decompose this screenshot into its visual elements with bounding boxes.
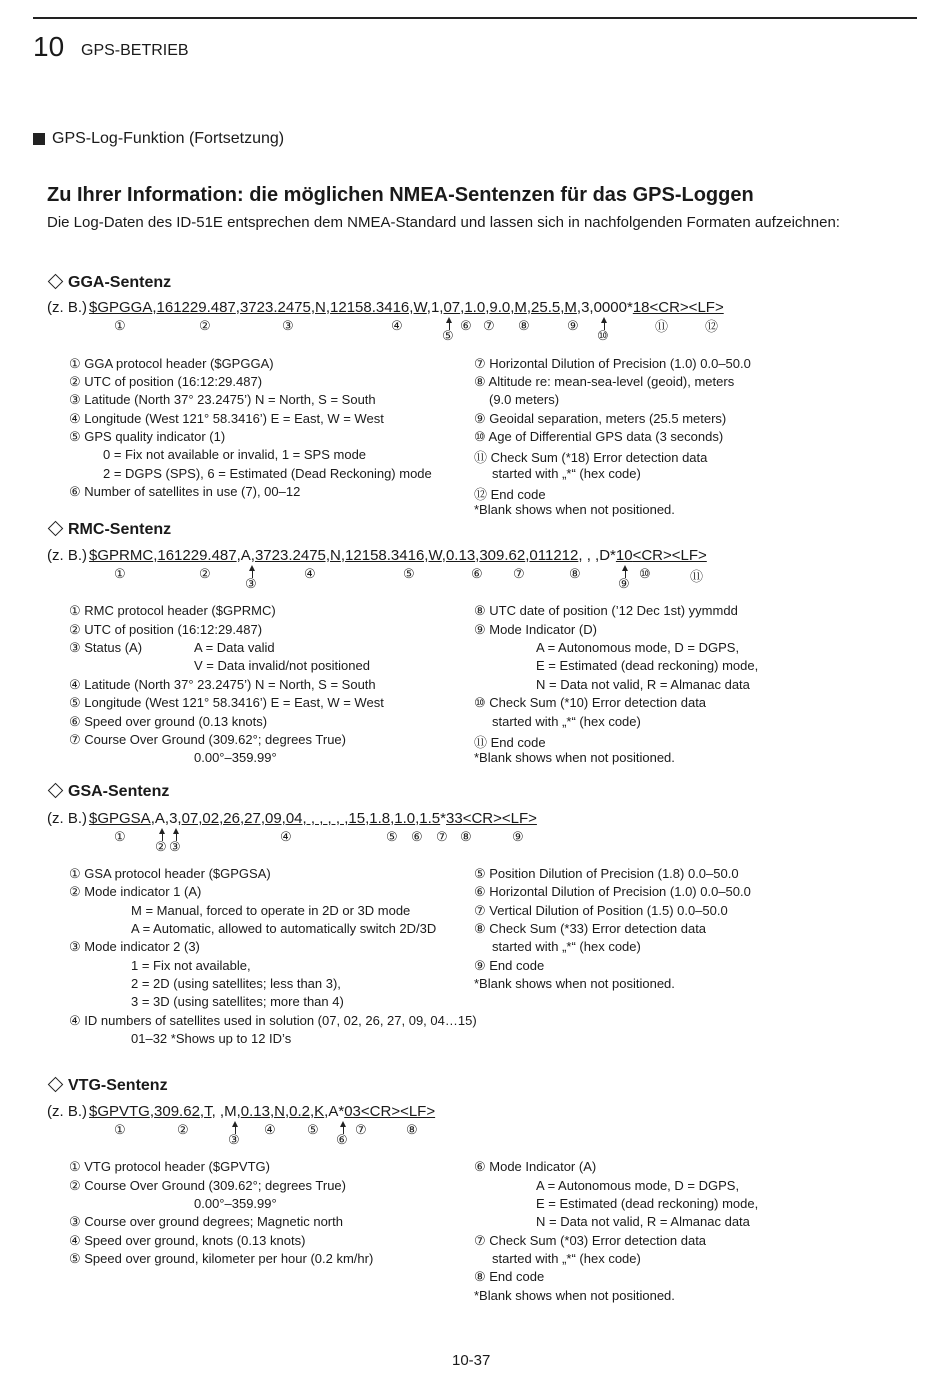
gga-marker-1: ① [114, 318, 126, 333]
gga-field-11: 18 [632, 299, 650, 316]
gga-field-4: 12158.3416,W [330, 299, 427, 316]
gga-desc-4: ④ Longitude (West 121° 58.3416’) E = East, W = West [69, 411, 384, 426]
gga-field-10: 3 [581, 299, 590, 316]
vtg-desc-7: ⑦ Check Sum (*03) Error detection data [474, 1233, 707, 1248]
gga-desc-5a: 0 = Fix not available or invalid, 1 = SPS mode [103, 447, 367, 462]
gga-sep: , [152, 299, 157, 316]
diamond-icon [48, 1077, 64, 1093]
diamond-icon [48, 274, 64, 290]
vtg-marker-4: ④ [264, 1122, 276, 1137]
rmc-marker-2: ② [199, 566, 211, 581]
gsa-desc-4a: 01–32 *Shows up to 12 ID’s [131, 1031, 292, 1046]
gga-desc-2: ② UTC of position (16:12:29.487) [69, 374, 263, 389]
rmc-sep: , [475, 547, 480, 564]
vtg-marker-8: ⑧ [406, 1122, 418, 1137]
gsa-sep: , [365, 810, 370, 827]
gsa-sep: , [177, 810, 182, 827]
gsa-field-1: $GPGSA [89, 810, 151, 827]
vtg-sep: , [284, 1103, 290, 1120]
gsa-heading [47, 783, 169, 801]
rmc-field-8: 011212 [529, 547, 579, 564]
gsa-field-5: 1.8 [369, 810, 391, 827]
gsa-field-9: <CR><LF> [462, 810, 537, 827]
gga-marker-6: ⑥ [460, 318, 472, 333]
rmc-desc-9: ⑨ Mode Indicator (D) [474, 622, 597, 637]
vtg-field-6: A [328, 1103, 339, 1120]
rmc-sep: , [250, 547, 255, 564]
vtg-desc-6b: E = Estimated (dead reckoning) mode, [536, 1196, 759, 1211]
section-title: GPS-Log-Funktion (Fortsetzung) [52, 130, 285, 147]
fyi-title: Zu Ihrer Information: die möglichen NMEA-Sentenzen für das GPS-Loggen [47, 184, 754, 206]
gga-desc-11a: started with „*“ (hex code) [492, 466, 641, 481]
gga-marker-10: ⑩ [597, 328, 609, 343]
gga-desc-5: ⑤ GPS quality indicator (1) [69, 429, 226, 444]
rmc-desc-5: ⑤ Longitude (West 121° 58.3416’) E = East, W = West [69, 695, 384, 710]
gga-desc-11: ⑪ Check Sum (*18) Error detection data [474, 450, 708, 465]
vtg-marker-3: ③ [228, 1132, 240, 1147]
gsa-sentence [89, 810, 537, 827]
gga-sep: , [526, 299, 532, 316]
gga-field-8: 9.0,M [489, 299, 527, 316]
gsa-desc-3: ③ Mode indicator 2 (3) [69, 939, 200, 954]
vtg-field-3: M [224, 1103, 237, 1120]
vtg-desc-6: ⑥ Mode Indicator (A) [474, 1159, 597, 1174]
gga-field-9: 25.5,M [531, 299, 577, 316]
gsa-field-2: A [154, 810, 165, 827]
gsa-marker-4: ④ [280, 829, 292, 844]
gsa-desc-4: ④ ID numbers of satellites used in solution (07, 02, 26, 27, 09, 04…15) [69, 1013, 477, 1028]
gsa-marker-6: ⑥ [411, 829, 423, 844]
gsa-desc-3b: 2 = 2D (using satellites; less than 3), [131, 976, 341, 991]
gga-asterisk: * [626, 299, 633, 316]
gga-title: GGA-Sentenz [68, 274, 172, 291]
gga-field-5: 1 [430, 299, 440, 316]
gsa-marker-2: ② [155, 839, 167, 854]
vtg-sep: , [324, 1103, 329, 1120]
gsa-desc-6: ⑥ Horizontal Dilution of Precision (1.0) 0.0–50.0 [474, 884, 751, 899]
gsa-marker-5: ⑤ [386, 829, 398, 844]
rmc-desc-2: ② UTC of position (16:12:29.487) [69, 622, 263, 637]
rmc-sep: , , , [578, 547, 600, 564]
gga-sep: , [235, 299, 240, 316]
vtg-sentence [89, 1103, 435, 1120]
gga-desc-1: ① GGA protocol header ($GPGGA) [69, 356, 274, 371]
gga-sep: , [485, 299, 490, 316]
vtg-desc-8: ⑧ End code [474, 1269, 545, 1284]
gga-marker-8: ⑧ [518, 318, 530, 333]
rmc-marker-3: ③ [245, 576, 257, 591]
gsa-desc-7: ⑦ Vertical Dilution of Position (1.5) 0.0–50.0 [474, 903, 728, 918]
gga-marker-2: ② [199, 318, 211, 333]
gga-field-7: 1.0 [464, 299, 486, 316]
gga-marker-7: ⑦ [483, 318, 495, 333]
gga-marker-12: ⑫ [705, 319, 719, 334]
vtg-sep: , , [211, 1103, 225, 1120]
vtg-marker-2: ② [177, 1122, 189, 1137]
gga-desc-7: ⑦ Horizontal Dilution of Precision (1.0) 0.0–50.0 [474, 356, 751, 371]
vtg-field-7: 03 [344, 1103, 361, 1120]
gga-blank-note: *Blank shows when not positioned. [474, 502, 675, 517]
vtg-desc-4: ④ Speed over ground, knots (0.13 knots) [69, 1233, 306, 1248]
vtg-field-8: <CR><LF> [360, 1103, 436, 1120]
rmc-marker-8: ⑧ [569, 566, 581, 581]
gga-marker-5: ⑤ [442, 328, 454, 343]
rmc-field-2: 161229.487 [157, 547, 237, 564]
vtg-sep: , [149, 1103, 155, 1120]
gga-sep: , [426, 299, 431, 316]
rmc-desc-6: ⑥ Speed over ground (0.13 knots) [69, 714, 268, 729]
gga-desc-3: ③ Latitude (North 37° 23.2475’) N = North, S = South [69, 392, 376, 407]
gsa-sep: , [150, 810, 155, 827]
gsa-desc-2: ② Mode indicator 1 (A) [69, 884, 202, 899]
gga-sep: , [589, 299, 594, 316]
gga-heading [47, 274, 171, 292]
vtg-heading [47, 1077, 168, 1095]
gsa-blank-note: *Blank shows when not positioned. [474, 976, 675, 991]
gsa-sep: , [390, 810, 395, 827]
rmc-marker-9: ⑨ [618, 576, 630, 591]
rmc-desc-9b: E = Estimated (dead reckoning) mode, [536, 658, 759, 673]
vtg-marker-1: ① [114, 1122, 126, 1137]
rmc-sentence [89, 547, 707, 564]
rmc-field-4: 3723.2475,N [254, 547, 341, 564]
rmc-marker-11: ⑪ [690, 569, 704, 584]
rmc-marker-4: ④ [304, 566, 316, 581]
rmc-desc-7: ⑦ Course Over Ground (309.62°; degrees True) [69, 732, 346, 747]
gsa-desc-3c: 3 = 3D (using satellites; more than 4) [131, 994, 344, 1009]
gga-field-1: $GPGGA [89, 299, 153, 316]
header-rule [33, 17, 917, 19]
vtg-marker-7: ⑦ [355, 1122, 367, 1137]
vtg-desc-1: ① VTG protocol header ($GPVTG) [69, 1159, 270, 1174]
rmc-title: RMC-Sentenz [68, 521, 172, 538]
rmc-field-6: 0.13 [445, 547, 476, 564]
gga-sep: , [325, 299, 331, 316]
vtg-field-5: 0.2,K [289, 1103, 325, 1120]
vtg-desc-6c: N = Data not valid, R = Almanac data [536, 1214, 750, 1229]
gga-marker-4: ④ [391, 318, 403, 333]
rmc-desc-3a: A = Data valid [194, 640, 275, 655]
gsa-field-3: 3 [169, 810, 178, 827]
gga-field-12: <CR><LF> [649, 299, 724, 316]
gga-sentence [89, 299, 724, 316]
rmc-desc-10a: started with „*“ (hex code) [492, 714, 641, 729]
rmc-desc-11: ⑪ End code [474, 735, 546, 750]
rmc-desc-3b: V = Data invalid/not positioned [194, 658, 370, 673]
gga-sep: , [576, 299, 582, 316]
vtg-marker-6: ⑥ [336, 1132, 348, 1147]
diamond-icon [48, 521, 64, 537]
rmc-field-3: A [240, 547, 251, 564]
rmc-desc-9a: A = Autonomous mode, D = DGPS, [536, 640, 740, 655]
rmc-asterisk: * [610, 547, 616, 564]
vtg-sep: , [236, 1103, 241, 1120]
square-bullet-icon [33, 133, 45, 145]
gsa-desc-2a: M = Manual, forced to operate in 2D or 3D mode [131, 903, 411, 918]
chapter-number: 10 [33, 31, 65, 62]
rmc-sep: , [340, 547, 346, 564]
gga-example-prefix: (z. B.) [47, 299, 87, 316]
rmc-marker-10: ⑩ [639, 566, 651, 581]
gsa-desc-8: ⑧ Check Sum (*33) Error detection data [474, 921, 707, 936]
gsa-desc-1: ① GSA protocol header ($GPGSA) [69, 866, 271, 881]
gsa-marker-3: ③ [169, 839, 181, 854]
vtg-asterisk: * [338, 1103, 345, 1120]
vtg-desc-6a: A = Autonomous mode, D = DGPS, [536, 1178, 740, 1193]
gga-desc-8a: (9.0 meters) [489, 392, 560, 407]
vtg-title: VTG-Sentenz [68, 1077, 168, 1094]
rmc-heading [47, 521, 171, 539]
rmc-example-prefix: (z. B.) [47, 547, 87, 564]
gga-field-6: 07 [443, 299, 461, 316]
rmc-field-1: $GPRMC [89, 547, 154, 564]
rmc-desc-9c: N = Data not valid, R = Almanac data [536, 677, 750, 692]
gga-marker-3: ③ [282, 318, 294, 333]
gsa-title: GSA-Sentenz [68, 783, 170, 800]
rmc-blank-note: *Blank shows when not positioned. [474, 750, 675, 765]
vtg-desc-5: ⑤ Speed over ground, kilometer per hour (0.2 km/hr) [69, 1251, 374, 1266]
gga-desc-8: ⑧ Altitude re: mean-sea-level (geoid), meters [474, 374, 735, 389]
vtg-marker-5: ⑤ [307, 1122, 319, 1137]
gga-sep: , [460, 299, 465, 316]
rmc-sep: , [525, 547, 530, 564]
gga-desc-12: ⑫ End code [474, 487, 546, 502]
gsa-desc-9: ⑨ End code [474, 958, 545, 973]
rmc-desc-3: ③ Status (A) [69, 640, 143, 655]
rmc-sep: , [441, 547, 446, 564]
vtg-field-2: 309.62,T [154, 1103, 212, 1120]
gsa-sep: , [415, 810, 420, 827]
vtg-blank-note: *Blank shows when not positioned. [474, 1288, 675, 1303]
rmc-field-7: 309.62 [479, 547, 526, 564]
gga-field-3: 3723.2475,N [239, 299, 326, 316]
rmc-field-9: D [599, 547, 611, 564]
rmc-marker-1: ① [114, 566, 126, 581]
vtg-field-1: $GPVTG [89, 1103, 150, 1120]
vtg-example-prefix: (z. B.) [47, 1103, 87, 1120]
gga-desc-6: ⑥ Number of satellites in use (7), 00–12 [69, 484, 301, 499]
gsa-marker-7: ⑦ [436, 829, 448, 844]
gsa-marker-8: ⑧ [460, 829, 472, 844]
gga-desc-9: ⑨ Geoidal separation, meters (25.5 meters) [474, 411, 727, 426]
rmc-desc-7a: 0.00°–359.99° [194, 750, 277, 765]
rmc-field-11: <CR><LF> [632, 547, 707, 564]
gga-desc-10: ⑩ Age of Differential GPS data (3 seconds) [474, 429, 724, 444]
gga-marker-11: ⑪ [655, 319, 669, 334]
gsa-sep: , [164, 810, 170, 827]
vtg-field-4: 0.13,N [240, 1103, 285, 1120]
chapter-title: GPS-BETRIEB [81, 42, 189, 59]
fyi-intro: Die Log-Daten des ID-51E entsprechen dem NMEA-Standard und lassen sich in nachfolgenden Formaten aufzeichnen: [47, 214, 840, 231]
rmc-desc-10: ⑩ Check Sum (*10) Error detection data [474, 695, 707, 710]
gga-desc-5b: 2 = DGPS (SPS), 6 = Estimated (Dead Reckoning) mode [103, 466, 432, 481]
rmc-marker-5: ⑤ [403, 566, 415, 581]
gsa-field-6: 1.0 [394, 810, 416, 827]
gsa-asterisk: * [440, 810, 446, 827]
page-number: 10-37 [452, 1352, 491, 1369]
gsa-desc-3a: 1 = Fix not available, [131, 958, 251, 973]
rmc-sep: , [236, 547, 241, 564]
gsa-field-4: 07,02,26,27,09,04, , , , , ,15 [181, 810, 366, 827]
gsa-marker-1: ① [114, 829, 126, 844]
diamond-icon [48, 783, 64, 799]
vtg-desc-7a: started with „*“ (hex code) [492, 1251, 641, 1266]
gga-field-2: 161229.487 [156, 299, 236, 316]
gsa-desc-5: ⑤ Position Dilution of Precision (1.8) 0.0–50.0 [474, 866, 739, 881]
rmc-field-5: 12158.3416,W [345, 547, 442, 564]
vtg-desc-2a: 0.00°–359.99° [194, 1196, 277, 1211]
gsa-field-8: 33 [446, 810, 463, 827]
gga-field-extra: 0000 [593, 299, 627, 316]
vtg-desc-3: ③ Course over ground degrees; Magnetic north [69, 1214, 343, 1229]
rmc-marker-6: ⑥ [471, 566, 483, 581]
vtg-desc-2: ② Course Over Ground (309.62°; degrees True) [69, 1178, 346, 1193]
gga-marker-9: ⑨ [567, 318, 579, 333]
rmc-sep: , [153, 547, 158, 564]
gsa-example-prefix: (z. B.) [47, 810, 87, 827]
rmc-desc-8: ⑧ UTC date of position (’12 Dec 1st) yymmdd [474, 603, 738, 618]
gsa-marker-9: ⑨ [512, 829, 524, 844]
rmc-desc-1: ① RMC protocol header ($GPRMC) [69, 603, 276, 618]
gga-sep: , [439, 299, 444, 316]
gsa-desc-2b: A = Automatic, allowed to automatically switch 2D/3D [131, 921, 437, 936]
rmc-desc-4: ④ Latitude (North 37° 23.2475’) N = North, S = South [69, 677, 376, 692]
gsa-desc-8a: started with „*“ (hex code) [492, 939, 641, 954]
rmc-field-10: 10 [615, 547, 633, 564]
rmc-marker-7: ⑦ [513, 566, 525, 581]
gsa-field-7: 1.5 [419, 810, 441, 827]
